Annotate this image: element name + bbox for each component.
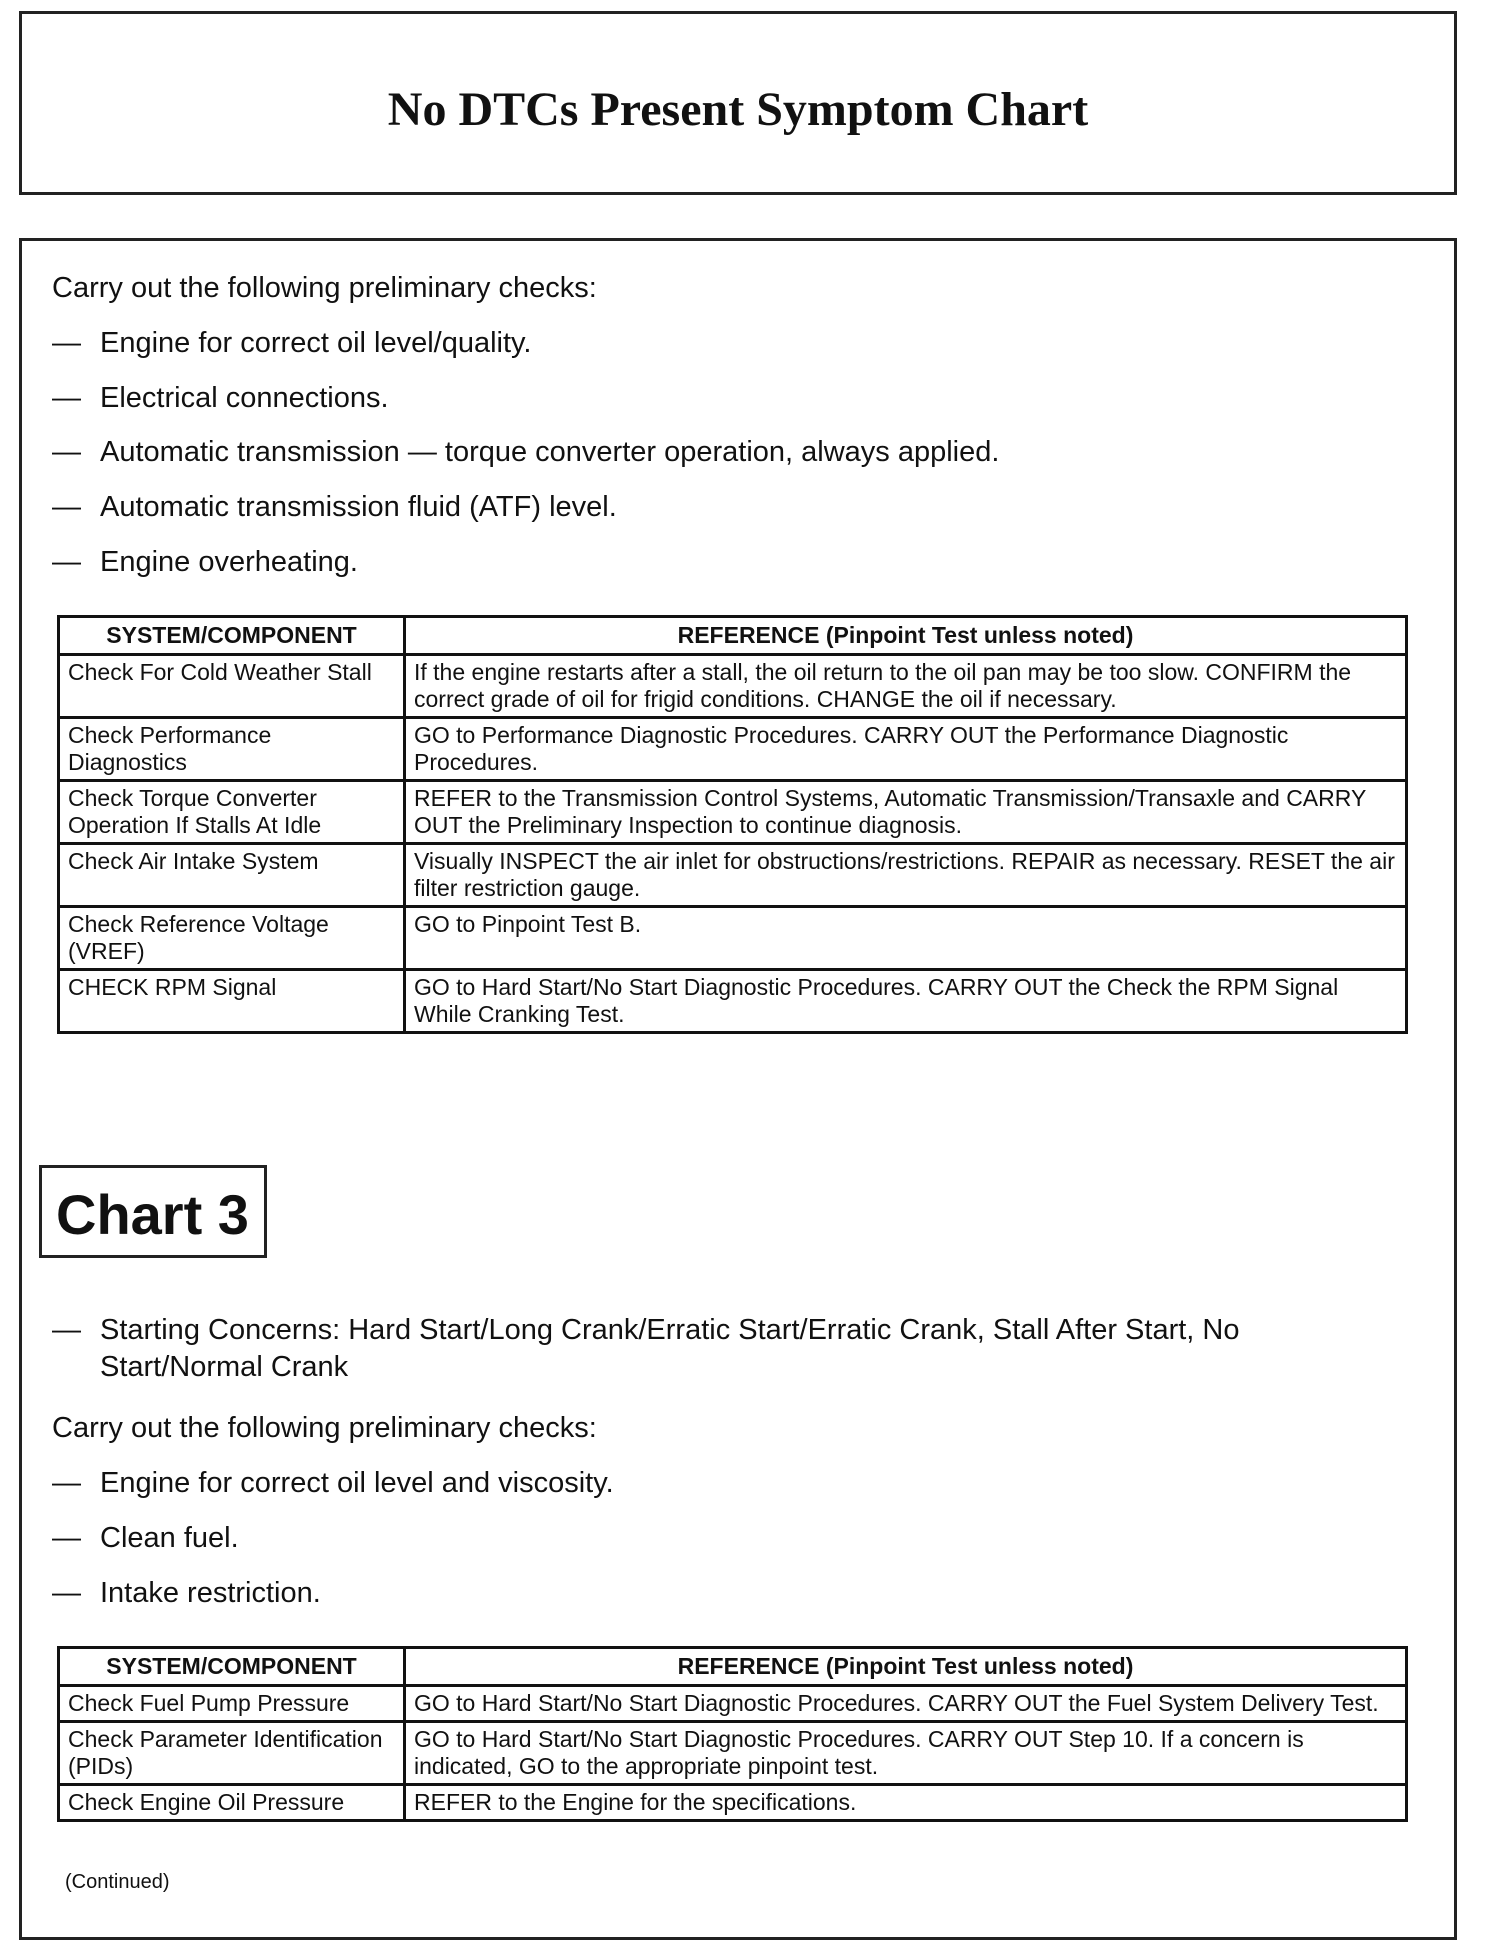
reference-cell: If the engine restarts after a stall, the oil return to the oil pan may be too slow. CONFIRM the correct grade of oil for frigid conditions. CHANGE the oil if necessary. <box>405 655 1407 718</box>
check-item <box>52 327 531 360</box>
check-text: Automatic transmission fluid (ATF) level. <box>100 491 617 523</box>
check-item <box>52 382 389 415</box>
chart-3-heading-box <box>39 1165 267 1258</box>
check-item <box>52 436 999 469</box>
dash: — <box>52 1577 81 1609</box>
continued-note: (Continued) <box>65 1871 170 1893</box>
dash: — <box>52 546 81 578</box>
column-header-reference: REFERENCE (Pinpoint Test unless noted) <box>405 617 1407 655</box>
system-cell: Check Air Intake System <box>59 844 405 907</box>
column-header-system: SYSTEM/COMPONENT <box>59 617 405 655</box>
table-row <box>59 1686 1407 1722</box>
check-item <box>52 1577 321 1610</box>
table-row <box>59 1785 1407 1821</box>
symptom-table-2 <box>57 1646 1408 1822</box>
reference-cell: GO to Pinpoint Test B. <box>405 907 1407 970</box>
system-cell: CHECK RPM Signal <box>59 970 405 1033</box>
check-item <box>52 491 617 524</box>
table-row <box>59 781 1407 844</box>
check-text: Intake restriction. <box>100 1577 321 1609</box>
table-row <box>59 970 1407 1033</box>
dash: — <box>52 1522 81 1554</box>
chart3-preliminary-checks-lead: Carry out the following preliminary checks: <box>52 1412 597 1444</box>
column-header-system: SYSTEM/COMPONENT <box>59 1648 405 1686</box>
check-item <box>52 1467 614 1500</box>
check-item <box>52 546 358 579</box>
symptom-table-1 <box>57 615 1408 1034</box>
dash: — <box>52 436 81 468</box>
starting-concerns <box>52 1312 1352 1386</box>
reference-cell: GO to Hard Start/No Start Diagnostic Procedures. CARRY OUT the Fuel System Delivery Test. <box>405 1686 1407 1722</box>
check-text: Engine overheating. <box>100 546 358 578</box>
table-row <box>59 1722 1407 1785</box>
title-box <box>19 11 1457 195</box>
table-row <box>59 844 1407 907</box>
dash: — <box>52 491 81 523</box>
system-cell: Check Torque Converter Operation If Stalls At Idle <box>59 781 405 844</box>
check-text: Electrical connections. <box>100 382 389 414</box>
dash: — <box>52 1467 81 1499</box>
system-cell: Check Fuel Pump Pressure <box>59 1686 405 1722</box>
preliminary-checks-lead: Carry out the following preliminary checks: <box>52 272 597 304</box>
concern-text: Starting Concerns: Hard Start/Long Crank/Erratic Start/Erratic Crank, Stall After Start, No Start/Normal Crank <box>100 1314 1240 1383</box>
system-cell: Check Performance Diagnostics <box>59 718 405 781</box>
system-cell: Check For Cold Weather Stall <box>59 655 405 718</box>
table-header-row <box>59 1648 1407 1686</box>
check-item <box>52 1522 239 1555</box>
dash: — <box>52 382 81 414</box>
reference-cell: GO to Hard Start/No Start Diagnostic Procedures. CARRY OUT the Check the RPM Signal While Cranking Test. <box>405 970 1407 1033</box>
dash: — <box>52 1314 81 1346</box>
dash: — <box>52 327 81 359</box>
table-row <box>59 655 1407 718</box>
reference-cell: REFER to the Engine for the specifications. <box>405 1785 1407 1821</box>
reference-cell: GO to Performance Diagnostic Procedures. CARRY OUT the Performance Diagnostic Procedures. <box>405 718 1407 781</box>
chart-3-heading: Chart 3 <box>56 1183 249 1246</box>
page-title: No DTCs Present Symptom Chart <box>387 83 1089 136</box>
reference-cell: GO to Hard Start/No Start Diagnostic Procedures. CARRY OUT Step 10. If a concern is indicated, GO to the appropriate pinpoint test. <box>405 1722 1407 1785</box>
check-text: Engine for correct oil level/quality. <box>100 327 532 359</box>
table-row <box>59 907 1407 970</box>
reference-cell: REFER to the Transmission Control Systems, Automatic Transmission/Transaxle and CARRY OUT the Preliminary Inspection to continue diagnosis. <box>405 781 1407 844</box>
table-header-row <box>59 617 1407 655</box>
reference-cell: Visually INSPECT the air inlet for obstructions/restrictions. REPAIR as necessary. RESET the air filter restriction gauge. <box>405 844 1407 907</box>
check-text: Clean fuel. <box>100 1522 239 1554</box>
table-row <box>59 718 1407 781</box>
system-cell: Check Parameter Identification (PIDs) <box>59 1722 405 1785</box>
column-header-reference: REFERENCE (Pinpoint Test unless noted) <box>405 1648 1407 1686</box>
check-text: Automatic transmission — torque converter operation, always applied. <box>100 436 1000 468</box>
system-cell: Check Engine Oil Pressure <box>59 1785 405 1821</box>
check-text: Engine for correct oil level and viscosity. <box>100 1467 614 1499</box>
system-cell: Check Reference Voltage (VREF) <box>59 907 405 970</box>
